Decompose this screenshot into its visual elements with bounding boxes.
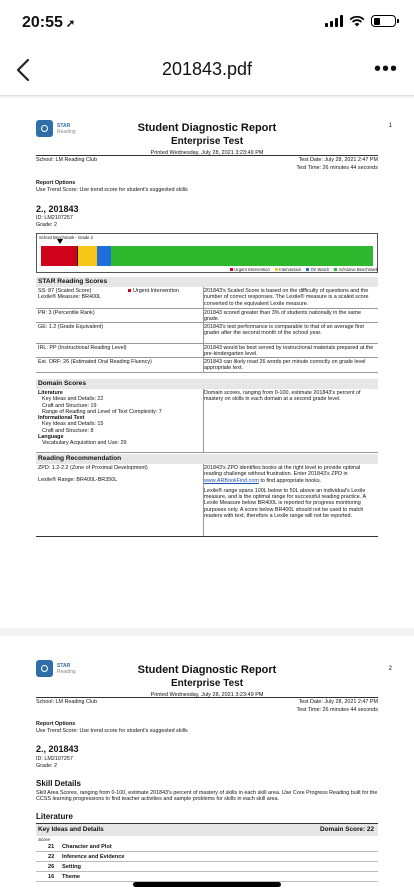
grade-equivalent-explanation: 201843's test performance is comparable to that of an average first grader after the second month of the school year. bbox=[204, 324, 364, 337]
domain-item: Craft and Structure: 19 bbox=[42, 402, 97, 409]
more-options-icon[interactable]: ••• bbox=[373, 58, 398, 80]
domain-scores-explanation: Domain scores, ranging from 0-100, estimate 201843's percent of mastery on skills in each domain at a second grade level. bbox=[204, 390, 361, 403]
grade-equivalent: GE: 1.2 (Grade Equivalent) bbox=[38, 324, 104, 330]
legend-urgent: Urgent Intervention bbox=[230, 267, 270, 272]
literature-heading: Literature bbox=[36, 812, 378, 824]
skill-name: Character and Plot bbox=[62, 844, 112, 850]
printed-date: Printed Wednesday, July 28, 2021 3:23:49 PM bbox=[150, 150, 264, 156]
domain-score: Domain Score: 22 bbox=[320, 826, 374, 833]
student-name: 2., 201843 bbox=[36, 744, 79, 754]
report-subtitle: Enterprise Test bbox=[170, 678, 244, 689]
recommendation-row bbox=[36, 464, 378, 536]
home-indicator[interactable] bbox=[133, 882, 281, 887]
arbookfind-link[interactable]: www.ARBookFind.com bbox=[204, 477, 259, 484]
school-name: School: LM Reading Club bbox=[36, 699, 98, 705]
domain-informational-text: Informational Text bbox=[38, 415, 85, 422]
skill-score: 22 bbox=[48, 854, 55, 860]
divider bbox=[36, 697, 378, 698]
report-subtitle: Enterprise Test bbox=[170, 136, 244, 147]
printed-date: Printed Wednesday, July 28, 2021 3:23:49 PM bbox=[150, 692, 264, 698]
skill-score: 21 bbox=[48, 844, 55, 850]
report-title: Student Diagnostic Report bbox=[137, 122, 277, 134]
skill-row bbox=[36, 842, 378, 852]
domain-literature: Literature bbox=[38, 390, 63, 396]
domain-item: Key Ideas and Details: 15 bbox=[42, 421, 104, 428]
student-id: ID: LM2107257 bbox=[36, 756, 73, 762]
orf-row bbox=[36, 358, 378, 373]
domain-item: Key Ideas and Details: 22 bbox=[42, 396, 104, 403]
report-options-title: Report Options bbox=[36, 721, 76, 727]
student-grade: Grade: 2 bbox=[36, 763, 57, 769]
report-options-text: Use Trend Score: Use trend score for student's suggested skills bbox=[36, 187, 188, 193]
column-divider bbox=[203, 389, 204, 453]
domain-item: Range of Reading and Level of Text Complexity: 7 bbox=[42, 408, 162, 415]
lexile-range-explanation: Lexile® range spans 100L below to 50L above an individual's Lexile measure, and is the optimal range for successful reading practice. A Lexile Measure below BR400L is reported for progress monitoring purposes only. A score below BR400L should not be used to match readers with text, therefore a Lexile range will not be reported. bbox=[204, 487, 366, 520]
skill-name: Theme bbox=[62, 874, 81, 880]
scaled-score: SS: 87 (Scaled Score) bbox=[38, 288, 92, 294]
skill-row bbox=[36, 852, 378, 862]
on-watch-segment bbox=[97, 246, 110, 266]
orf-explanation: 201843 can likely read 26 words per minute correctly on grade level appropriate text. bbox=[204, 359, 366, 372]
domain-item: Craft and Structure: 8 bbox=[42, 427, 94, 434]
recommendation-values bbox=[38, 465, 208, 484]
document-title: 201843.pdf bbox=[161, 59, 253, 79]
skill-details-heading: Skill Details bbox=[36, 779, 81, 788]
domain-scores-list bbox=[38, 390, 208, 447]
legend-watch: On Watch bbox=[306, 267, 329, 272]
lexile-range: Lexile® Range: BR400L-BR350L bbox=[38, 477, 118, 484]
skill-score: 26 bbox=[48, 864, 55, 870]
key-ideas-header bbox=[36, 824, 378, 836]
domain-item: Vocabulary Acquisition and Use: 29 bbox=[42, 440, 127, 447]
skill-name: Inference and Evidence bbox=[62, 854, 125, 860]
wifi-icon bbox=[349, 15, 365, 27]
test-date: Test Date: July 28, 2021 2:47 PM bbox=[298, 157, 378, 163]
percentile-explanation: 201843 scored greater than 3% of students nationally in the same grade. bbox=[204, 310, 362, 323]
skill-row bbox=[36, 872, 378, 882]
percentile-row bbox=[36, 309, 378, 323]
navigation-bar bbox=[0, 44, 414, 96]
oral-reading-fluency: Est. ORF: 26 (Estimated Oral Reading Fluency) bbox=[38, 359, 152, 365]
intervention-segment bbox=[78, 246, 98, 266]
irl-explanation: 201843 would be best served by instructional materials prepared at the pre-kindergarten level. bbox=[204, 345, 374, 358]
skill-name: Setting bbox=[62, 864, 81, 870]
domain-scores-heading: Domain Scores bbox=[36, 379, 378, 389]
student-score-marker bbox=[57, 239, 63, 244]
grade-equivalent-row bbox=[36, 323, 378, 344]
urgent-flag: Urgent Intervention bbox=[128, 288, 179, 294]
divider bbox=[36, 536, 378, 537]
scaled-score-row bbox=[36, 287, 378, 309]
percentile-rank: PR: 3 (Percentile Rank) bbox=[38, 310, 95, 316]
test-time: Test Time: 26 minutes 44 seconds bbox=[296, 165, 378, 171]
urgent-segment bbox=[41, 246, 78, 266]
scaled-score-cell bbox=[38, 288, 198, 301]
skill-score: 16 bbox=[48, 874, 55, 880]
recommendation-explanation bbox=[204, 465, 374, 519]
status-bar bbox=[0, 0, 414, 44]
reading-recommendation-heading: Reading Recommendation bbox=[36, 454, 378, 464]
page-number: 2 bbox=[388, 666, 392, 672]
domain-language: Language bbox=[38, 434, 64, 441]
above-benchmark-segment bbox=[111, 246, 373, 266]
report-options-title: Report Options bbox=[36, 180, 76, 186]
star-scores-heading: STAR Reading Scores bbox=[36, 277, 378, 287]
scaled-score-explanation: 201843's Scaled Score is based on the difficulty of questions and the number of correct responses. The Lexile® measure is a scaled score converted to the equivalent Lexile measure. bbox=[204, 288, 369, 307]
battery-icon bbox=[371, 15, 396, 27]
irl-row bbox=[36, 344, 378, 358]
column-divider bbox=[203, 287, 204, 373]
legend-intervention: Intervention bbox=[275, 267, 301, 272]
zpd-value: ZPD: 1.2-2.2 (Zone of Proximal Development) bbox=[38, 465, 148, 471]
report-title: Student Diagnostic Report bbox=[137, 664, 277, 676]
benchmark-label: School Benchmark - Grade 2 bbox=[39, 235, 93, 240]
student-grade: Grade: 2 bbox=[36, 222, 57, 228]
skill-row bbox=[36, 862, 378, 872]
domain-scores-row bbox=[36, 389, 378, 453]
skill-details-text: Skill Area Scores, ranging from 0-100, estimate 201843's percent of mastery of skills in each skill area. Use Core Progress Reading built for the CCSS learning progressions to find teacher activities and sample problems for skills in each skill area. bbox=[36, 790, 378, 803]
star-reading-logo: STAR Reading bbox=[36, 660, 76, 677]
test-date: Test Date: July 28, 2021 2:47 PM bbox=[298, 699, 378, 705]
benchmark-bar bbox=[41, 246, 373, 266]
divider bbox=[36, 155, 378, 156]
column-divider bbox=[203, 464, 204, 536]
score-column-label: Score bbox=[38, 837, 51, 842]
instructional-reading-level: IRL: PP (Instructional Reading Level) bbox=[38, 345, 127, 351]
benchmark-legend bbox=[200, 267, 378, 272]
pdf-page-2 bbox=[0, 636, 414, 896]
student-id: ID: LM2107257 bbox=[36, 215, 73, 221]
pdf-page-1 bbox=[0, 98, 414, 628]
report-options-text: Use Trend Score: Use trend score for student's suggested skills bbox=[36, 728, 188, 734]
page-number: 1 bbox=[388, 123, 392, 129]
student-name: 2., 201843 bbox=[36, 204, 79, 214]
location-icon: ➚ bbox=[65, 18, 76, 30]
lexile-measure: Lexile® Measure: BR400L bbox=[38, 294, 102, 301]
test-time: Test Time: 26 minutes 44 seconds bbox=[296, 707, 378, 713]
zpd-explanation: 201843's ZPD identifies books at the right level to provide optimal reading challenge without frustration. Enter 201843's ZPD in www.ARBookFind.com to find appropriate books. bbox=[204, 465, 361, 484]
star-reading-logo: STAR Reading bbox=[36, 120, 76, 137]
school-name: School: LM Reading Club bbox=[36, 157, 98, 163]
legend-above: At/Above Benchmark bbox=[334, 267, 378, 272]
clock: 20:55 ➚ bbox=[22, 14, 76, 31]
signal-icon bbox=[325, 15, 343, 27]
key-ideas-label: Key Ideas and Details bbox=[38, 826, 104, 833]
